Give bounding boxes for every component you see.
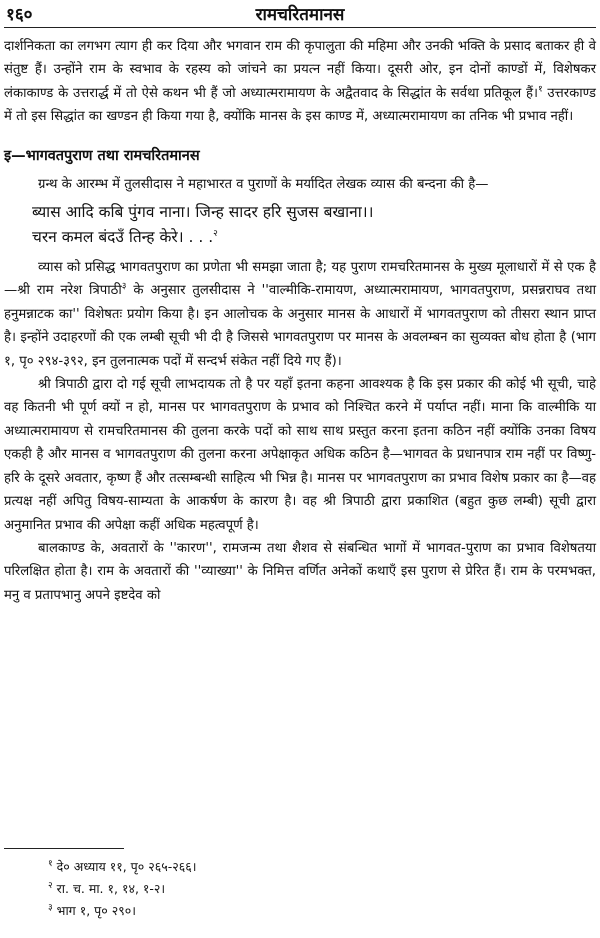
- footnote-text: भाग १, पृ० २९०।: [52, 903, 136, 918]
- paragraph-text: उत्तरकाण्ड में तो इस सिद्धांत का खण्डन ही किया गया है, क्योंकि मानस के इस काण्ड में, अध्यात्मरामायण का तनिक भी प्रभाव नहीं।: [4, 85, 596, 125]
- paragraph-continuation: [4, 35, 596, 129]
- footnote-ref-2: २: [213, 228, 218, 239]
- page-body: [4, 35, 596, 607]
- footnote-text: दे० अध्याय ११, पृ० २६५-२६६।: [52, 859, 197, 874]
- verse-text: चरन कमल बंदउँ तिन्ह केरे। . . .: [32, 228, 214, 247]
- footnote-mark: २: [48, 880, 53, 891]
- footnote-3: [48, 900, 197, 922]
- verse-line-1: ब्यास आदि कबि पुंगव नाना। जिन्ह सादर हरि सुजस बखाना।।: [32, 203, 374, 222]
- footnotes: [48, 856, 197, 922]
- paragraph-vyasa: [4, 256, 596, 373]
- footnote-mark: ३: [48, 902, 53, 913]
- paragraph-text: दार्शनिकता का लगभग त्याग ही कर दिया और भगवान राम की कृपालुता की महिमा और उनकी भक्ति के प्रसाद बताकर ही वे संतुष्ट हैं। उन्होंने राम के स्वभाव के रहस्य को जांचने का प्रयत्न नहीं किया। दूसरी ओर, इन दोनों काण्डों में, विशेषकर लंकाकाण्ड के उत्तरार्द्ध में तो ऐसे कथन भी हैं जो अध्यात्मरामायण के अद्वैतवाद के सिद्धांत के सर्वथा प्रतिकूल हैं।: [4, 39, 596, 101]
- page-number: १६०: [6, 5, 33, 25]
- paragraph-text: व्यास को प्रसिद्ध भागवतपुराण का प्रणेता भी समझा जाता है; यह पुराण रामचरितमानस के मुख्य मूलाधारों में से एक है—श्री राम नरेश त्रिपाठी: [4, 260, 596, 299]
- verse-quote: [4, 200, 596, 250]
- paragraph-intro: ग्रन्थ के आरम्भ में तुलसीदास ने महाभारत व पुराणों के मर्यादित लेखक व्यास की बन्दना की है—: [38, 176, 489, 192]
- running-title: रामचरितमानस: [255, 5, 345, 25]
- footnote-1: [48, 856, 197, 878]
- footnote-rule: [4, 848, 124, 849]
- footnote-ref-1: १: [537, 84, 543, 95]
- footnote-2: [48, 878, 197, 900]
- footnote-mark: १: [48, 858, 53, 869]
- paragraph-balkand: बालकाण्ड के, अवतारों के ''कारण'', रामजन्म तथा शैशव से संबन्धित भागों में भागवत-पुराण का प्रभाव विशेषतया परिलक्षित होता है। राम के अवतारों की ''व्याख्या'' के निमित्त वर्णित अनेकों कथाएँ इस पुराण से प्रेरित हैं। राम के परमभक्त, मनु व प्रतापभानु अपने इष्टदेव को: [4, 540, 596, 603]
- paragraph-tripathi: श्री त्रिपाठी द्वारा दो गई सूची लाभदायक तो है पर यहाँ इतना कहना आवश्यक है कि इस प्रकार की कोई भी सूची, चाहे वह कितनी भी पूर्ण क्यों न हो, मानस पर भागवतपुराण के प्रभाव को निश्चित करने में पर्याप्त नहीं। माना कि वाल्मीकि या अध्यात्मरामायण से रामचरितमानस की तुलना करके पदों को साथ साथ प्रस्तुत करना इतना कठिन नहीं क्योंकि उनका विषय एकही है और मानस व भागवतपुराण की तुलना करना अपेक्षाकृत अधिक कठिन है—भागवत के प्रधानपात्र राम नहीं पर विष्णु-हरि के दूसरे अवतार, कृष्ण हैं और तत्सम्बन्धी साहित्य भी भिन्न है। मानस पर भागवतपुराण का प्रभाव विशेष प्रकार का है—वह प्रत्यक्ष नहीं अपितु विषय-साम्यता के आकर्षण के कारण है। वह श्री त्रिपाठी द्वारा प्रकाशित (बहुत कुछ लम्बी) सूची द्वारा अनुमानित प्रभाव की अपेक्षा कहीं अधिक महत्वपूर्ण है।: [4, 377, 596, 533]
- footnote-ref-3: ३: [121, 282, 127, 293]
- footnote-text: रा. च. मा. १, १४, १-२।: [52, 881, 166, 896]
- section-heading: इ—भागवतपुराण तथा रामचरितमानस: [4, 147, 200, 164]
- page-header: [0, 2, 600, 26]
- verse-line-2: [32, 225, 596, 250]
- paragraph-text: के अनुसार तुलसीदास ने ''वाल्मीकि-रामायण, अध्यात्मरामायण, भागवतपुराण, प्रसन्नराघव तथा हनुमन्नाटक का'' विशेषतः प्रयोग किया है। इन आलोचक के अनुसार मानस के आधारों में भागवतपुराण को तीसरा स्थान प्राप्त है। इन्होंने उदाहरणों की एक लम्बी सूची भी दी है जिससे भागवतपुराण पर मानस के अवलम्बन का सुव्यक्त बोध होता है (भाग १, पृ० २९४-३९२, इन तुलनात्मक पदों में सन्दर्भ संकेत नहीं दिये गए हैं)।: [4, 283, 596, 369]
- header-rule: [4, 27, 596, 28]
